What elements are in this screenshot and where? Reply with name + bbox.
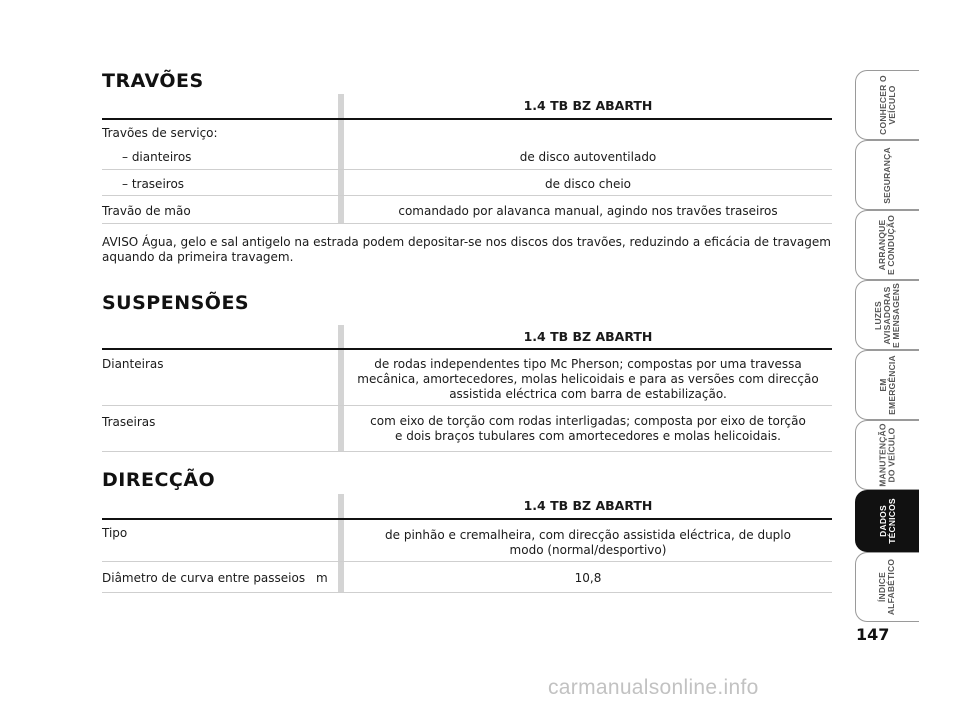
turning-diameter-unit: m [316,571,328,585]
row-divider [102,195,832,196]
rear-suspension-value: com eixo de torção com rodas interligadas; composta por eixo de torção e dois braços tubulares com amortecedores e molas helicoidais. [370,414,806,443]
steering-table [102,494,832,593]
tab-dados-tecnicos[interactable] [855,490,919,552]
row-divider [102,169,832,170]
header-rule [102,118,832,120]
tab-label: ARRANQUE E CONDUÇÃO [877,214,897,276]
tab-label: MANUTENÇÃO DO VEÍCULO [877,423,897,487]
rear-suspension-label: Traseiras [102,415,156,429]
watermark: carmanualsonline.info [548,676,759,699]
tab-label: CONHECER O VEÍCULO [877,75,897,135]
front-brake-value: de disco autoventilado [519,150,657,164]
brakes-table [102,94,832,224]
front-brake-label: – dianteiros [122,150,192,164]
steering-type-label: Tipo [102,526,128,540]
tab-label: ÍNDICE ALFABÉTICO [877,558,897,616]
row-divider [102,451,832,452]
tab-label: EM EMERGÊNCIA [877,355,897,415]
row-divider [102,561,832,562]
steering-type-value: de pinhão e cremalheira, com direcção assistida eléctrica, de duplo modo (normal/desportivo) [385,528,791,557]
header-rule [102,348,832,350]
steering-header: 1.4 TB BZ ABARTH [523,498,653,513]
tab-luzes-avisadoras[interactable] [855,280,919,350]
page-number: 147 [856,625,890,644]
tab-indice-alfabetico[interactable] [855,552,919,622]
brakes-title: TRAVÕES [102,70,204,92]
suspension-title: SUSPENSÕES [102,292,250,314]
rear-brake-value: de disco cheio [544,177,632,191]
tab-conhecer-veiculo[interactable] [855,70,919,140]
turning-diameter-value: 10,8 [574,571,602,585]
brakes-warning-note: AVISO Água, gelo e sal antigelo na estrada podem depositar-se nos discos dos travões, reduzindo a eficácia de travagem aquando da primeira travagem. [102,235,831,264]
rear-brake-label: – traseiros [122,177,185,191]
suspension-table [102,325,832,452]
tab-label: LUZES AVISADORAS E MENSAGENS [873,282,901,348]
header-rule [102,518,832,520]
row-divider [102,405,832,406]
tab-label: SEGURANÇA [882,146,892,204]
row-divider [102,592,832,593]
service-brake-label: Travões de serviço: [102,126,218,140]
tab-label: DADOS TÉCNICOS [877,498,897,544]
handbrake-label: Travão de mão [102,204,191,218]
front-suspension-value: de rodas independentes tipo Mc Pherson; compostas por uma travessa mecânica, amortecedores, molas helicoidais e para as versões com direcção assistida eléctrica com barra de estabilização. [357,357,819,401]
tab-seguranca[interactable] [855,140,919,210]
front-suspension-label: Dianteiras [102,357,164,371]
handbrake-value: comandado por alavanca manual, agindo nos travões traseiros [398,204,778,218]
row-divider [102,223,832,224]
tab-arranque-conducao[interactable] [855,210,919,280]
suspension-header: 1.4 TB BZ ABARTH [523,329,653,344]
tab-manutencao-veiculo[interactable] [855,420,919,490]
turning-diameter-label: Diâmetro de curva entre passeios [102,571,306,585]
tab-em-emergencia[interactable] [855,350,919,420]
steering-title: DIRECÇÃO [102,469,216,491]
brakes-header: 1.4 TB BZ ABARTH [523,98,653,113]
